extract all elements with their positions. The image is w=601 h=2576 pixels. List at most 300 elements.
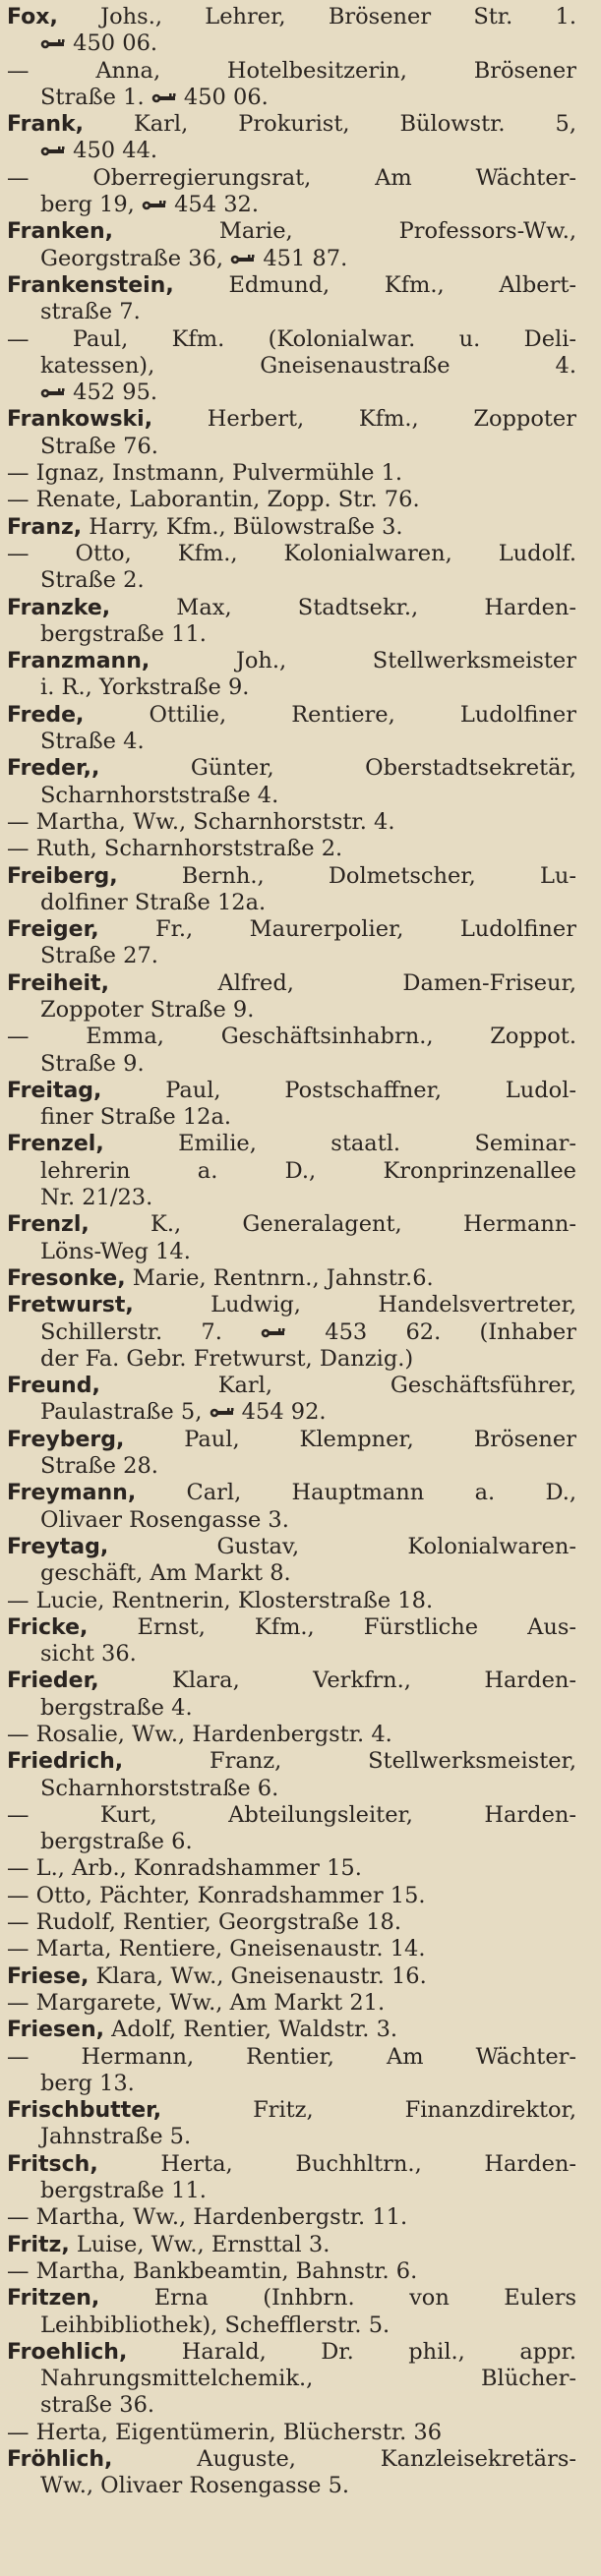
entry-line [7, 702, 576, 729]
directory-entry [7, 1427, 576, 1481]
entry-text-prefix: Schillerstr. 7. [40, 1318, 262, 1345]
entry-text: Straße 28. [40, 1453, 158, 1480]
entry-line [7, 1078, 576, 1104]
entry-line [7, 2017, 576, 2043]
directory-entry [7, 165, 576, 219]
entry-surname: Frenzl, [7, 1212, 90, 1238]
repeat-dash: — [7, 1801, 30, 1828]
directory-entry [7, 1963, 576, 1990]
directory-entry [7, 1936, 576, 1962]
entry-surname: Freund, [7, 1374, 100, 1399]
entry-line [7, 997, 576, 1024]
entry-line [7, 1829, 576, 1855]
entry-line [7, 1427, 576, 1453]
directory-entry [7, 836, 576, 862]
entry-line [7, 1748, 576, 1775]
entry-line [7, 1588, 576, 1614]
entry-text: Scharnhorststraße 6. [40, 1775, 279, 1801]
entry-text: Scharnhorststraße 4. [40, 782, 279, 808]
entry-text: Renate, Laborantin, Zopp. Str. 76. [29, 487, 420, 513]
directory-entry [7, 1883, 576, 1909]
entry-text: 451 87. [256, 245, 348, 271]
entry-line [7, 2285, 576, 2312]
entry-line [7, 648, 576, 674]
entry-text: Alfred, Damen-Friseur, [108, 969, 576, 996]
entry-text: 450 44. [66, 138, 158, 164]
repeat-dash: — [7, 1909, 30, 1936]
entry-text: Martha, Ww., Scharnhorststr. 4. [29, 808, 395, 835]
entry-surname: Fretwurst, [7, 1293, 134, 1318]
entry-text-prefix: Straße 1. [40, 84, 151, 110]
directory-entry [7, 1211, 576, 1265]
entry-surname: Frischbutter, [7, 2098, 162, 2124]
entry-surname: Franzke, [7, 595, 111, 620]
directory-entry [7, 2285, 576, 2339]
telephone-icon [261, 1327, 286, 1339]
repeat-dash: — [7, 2204, 30, 2231]
entry-text: Otto, Kfm., Kolonialwaren, Ludolf. [29, 540, 576, 566]
entry-line [7, 809, 576, 836]
entry-line [7, 1185, 576, 1211]
entry-line [7, 916, 576, 943]
entry-line [7, 2124, 576, 2150]
entry-line [7, 1319, 576, 1346]
directory-entry [7, 1748, 576, 1802]
entry-surname: Fox, [7, 5, 58, 29]
repeat-dash: — [7, 836, 30, 862]
entry-line [7, 406, 576, 433]
entry-text: 454 92. [234, 1399, 327, 1426]
entry-text: Herta, Buchhltrn., Harden- [97, 2150, 576, 2177]
repeat-dash: — [7, 325, 30, 352]
directory-entry [7, 1855, 576, 1882]
directory-entry [7, 2044, 576, 2098]
entry-line [7, 2151, 576, 2178]
directory-entry [7, 1990, 576, 2017]
entry-text: Ww., Olivaer Rosengasse 5. [40, 2473, 350, 2499]
directory-entry [7, 2339, 576, 2420]
entry-line [7, 1802, 576, 1829]
entry-line [7, 567, 576, 594]
entry-line [7, 621, 576, 648]
directory-entry [7, 218, 576, 272]
directory-entry [7, 1909, 576, 1936]
entry-line [7, 111, 576, 138]
directory-entry [7, 1265, 576, 1292]
entry-surname: Frankowski, [7, 407, 153, 433]
entry-line [7, 674, 576, 701]
repeat-dash: — [7, 2043, 30, 2070]
entry-surname: Freymann, [7, 1481, 137, 1506]
repeat-dash: — [7, 1882, 30, 1908]
entry-line [7, 836, 576, 862]
repeat-dash: — [7, 1024, 30, 1050]
entry-text: Harald, Dr. phil., appr. [127, 2338, 576, 2365]
entry-line [7, 460, 576, 487]
entry-line [7, 1668, 576, 1694]
directory-entry [7, 1131, 576, 1211]
entry-text: Marie, Professors-Ww., [112, 218, 576, 245]
directory-entry [7, 863, 576, 917]
entry-surname: Fritz, [7, 2232, 70, 2257]
entry-line [7, 595, 576, 621]
entry-text: straße 36. [40, 2392, 155, 2419]
entry-text: Marie, Rentnrn., Jahnstr.6. [125, 1264, 434, 1291]
directory-entry [7, 916, 576, 970]
entry-line [7, 890, 576, 916]
entry-line [7, 755, 576, 782]
entry-surname: Froehlich, [7, 2339, 128, 2365]
directory-entry [7, 648, 576, 702]
entry-line [7, 434, 576, 460]
entry-text: Straße 9. [40, 1050, 145, 1077]
entry-text: Emma, Geschäftsinhabrn., Zoppot. [29, 1024, 576, 1050]
directory-entry [7, 1292, 576, 1373]
entry-text: Ignaz, Instmann, Pulvermühle 1. [29, 460, 403, 487]
entry-text: Fritz, Finanzdirektor, [161, 2097, 576, 2124]
entry-text: Erna (Inhbrn. von Eulers [99, 2285, 576, 2312]
entry-line [7, 138, 576, 164]
entry-surname: Frankenstein, [7, 272, 174, 298]
entry-text: Kurt, Abteilungsleiter, Harden- [29, 1801, 576, 1828]
entry-text: Klara, Ww., Gneisenaustr. 16. [89, 1962, 427, 1989]
entry-text-prefix: Georgstraße 36, [40, 245, 231, 271]
repeat-dash: — [7, 540, 30, 566]
entry-text: bergstraße 11. [40, 2178, 207, 2204]
entry-surname: Freitag, [7, 1078, 102, 1103]
entry-text: Joh., Stellwerksmeister [150, 648, 576, 674]
entry-text: 453 62. (Inhaber [286, 1318, 576, 1345]
entry-text: bergstraße 6. [40, 1829, 193, 1855]
entry-text: dolfiner Straße 12a. [40, 889, 267, 915]
entry-line [7, 246, 576, 272]
directory-entry [7, 2258, 576, 2285]
directory-entry [7, 111, 576, 165]
entry-text: straße 7. [40, 299, 141, 325]
entry-text: geschäft, Am Markt 8. [40, 1560, 291, 1587]
entry-text: L., Arb., Konradshammer 15. [29, 1855, 362, 1882]
entry-line [7, 1265, 576, 1292]
entry-text: Emilie, staatl. Seminar- [103, 1131, 576, 1157]
entry-line [7, 326, 576, 353]
entry-text: 452 95. [66, 380, 158, 406]
entry-text: berg 13. [40, 2070, 135, 2096]
entry-text: Anna, Hotelbesitzerin, Brösener [29, 57, 576, 84]
entry-surname: Fritzen, [7, 2286, 100, 2312]
entry-surname: Frenzel, [7, 1132, 104, 1157]
entry-text: Auguste, Kanzleisekretärs- [112, 2446, 576, 2473]
entry-text: Fr., Maurerpolier, Ludolfiner [98, 916, 576, 943]
directory-entry [7, 809, 576, 836]
repeat-dash: — [7, 2257, 30, 2284]
entry-text: Otto, Pächter, Konradshammer 15. [29, 1882, 426, 1908]
entry-line [7, 2473, 576, 2499]
entry-surname: Friedrich, [7, 1749, 124, 1775]
telephone-icon [230, 254, 256, 265]
entry-line [7, 2232, 576, 2258]
entry-line [7, 1211, 576, 1238]
entry-text: 454 32. [166, 192, 260, 218]
directory-entry [7, 755, 576, 809]
telephone-icon [40, 387, 66, 399]
repeat-dash: — [7, 460, 30, 487]
directory-entry [7, 1588, 576, 1614]
entry-line [7, 1239, 576, 1265]
directory-entry [7, 1534, 576, 1588]
entry-text: Leihbibliothek), Schefflerstr. 5. [40, 2312, 391, 2338]
entry-line [7, 58, 576, 85]
entry-text: Marta, Rentiere, Gneisenaustr. 14. [29, 1936, 426, 1962]
directory-entry [7, 702, 576, 756]
entry-surname: Freiberg, [7, 863, 118, 889]
directory-entry [7, 2097, 576, 2151]
entry-text: Nahrungsmittelchemik., Blücher- [40, 2366, 576, 2392]
entry-line [7, 165, 576, 192]
repeat-dash: — [7, 1855, 30, 1882]
entry-text: Straße 27. [40, 943, 158, 969]
directory-entry [7, 1722, 576, 1748]
entry-surname: Frede, [7, 702, 85, 728]
entry-line [7, 2204, 576, 2231]
entry-surname: Frieder, [7, 1669, 99, 1694]
entry-text: Gustav, Kolonialwaren- [108, 1533, 576, 1559]
entry-line [7, 1990, 576, 2017]
entry-line [7, 2339, 576, 2366]
entry-line [7, 85, 576, 111]
entry-surname: Freder,, [7, 756, 100, 782]
entry-line [7, 729, 576, 755]
entry-line [7, 783, 576, 809]
repeat-dash: — [7, 487, 30, 513]
entry-line [7, 1936, 576, 1962]
entry-text-prefix: Paulastraße 5, [40, 1399, 210, 1426]
entry-line [7, 2178, 576, 2204]
entry-line [7, 1104, 576, 1131]
entry-line [7, 1776, 576, 1802]
entry-text: katessen), Gneisenaustraße 4. [40, 352, 576, 379]
directory-entry [7, 2420, 576, 2446]
entry-text: Lucie, Rentnerin, Klosterstraße 18. [29, 1587, 434, 1613]
telephone-icon [151, 92, 177, 104]
entry-line [7, 2420, 576, 2446]
entry-text: Max, Stadtsekr., Harden- [110, 594, 576, 620]
entry-line [7, 514, 576, 541]
entry-text: Klara, Verkfrn., Harden- [98, 1668, 576, 1694]
telephone-icon [40, 146, 66, 157]
entry-text: Rudolf, Rentier, Georgstraße 18. [29, 1909, 401, 1936]
entry-line [7, 487, 576, 513]
directory-entry [7, 514, 576, 541]
entry-text: Ernst, Kfm., Fürstliche Aus- [88, 1613, 576, 1640]
directory-entry [7, 970, 576, 1025]
entry-text: Bernh., Dolmetscher, Lu- [117, 862, 576, 889]
entry-line [7, 1855, 576, 1882]
entry-line [7, 1963, 576, 1990]
entry-line [7, 218, 576, 245]
entry-line [7, 272, 576, 299]
entry-line [7, 1722, 576, 1748]
directory-entry [7, 2204, 576, 2231]
entry-line [7, 1346, 576, 1373]
entry-text: bergstraße 4. [40, 1694, 193, 1721]
entry-text: Harry, Kfm., Bülowstraße 3. [82, 513, 403, 540]
entry-line [7, 2044, 576, 2071]
entry-surname: Freytag, [7, 1534, 109, 1559]
entry-line [7, 863, 576, 890]
entry-surname: Franzmann, [7, 649, 150, 674]
entry-text: 450 06. [176, 84, 269, 110]
repeat-dash: — [7, 1722, 30, 1747]
directory-entry [7, 58, 576, 112]
entry-text: Herta, Eigentümerin, Blücherstr. 36 [29, 2419, 443, 2445]
directory-entry [7, 1078, 576, 1132]
entry-line [7, 541, 576, 567]
entry-line [7, 1051, 576, 1078]
entry-line [7, 1614, 576, 1641]
entry-text: Franz, Stellwerksmeister, [123, 1748, 576, 1775]
entry-text: lehrerin a. D., Kronprinzenallee [40, 1157, 576, 1184]
entry-text: Martha, Bankbeamtin, Bahnstr. 6. [29, 2257, 418, 2284]
directory-entry [7, 595, 576, 649]
entry-text: Karl, Geschäftsführer, [99, 1373, 576, 1399]
entry-surname: Fricke, [7, 1614, 89, 1640]
entry-line [7, 2071, 576, 2097]
entry-surname: Fröhlich, [7, 2447, 113, 2473]
entry-line [7, 2366, 576, 2392]
telephone-icon [142, 200, 167, 211]
entry-text: K., Generalagent, Hermann- [89, 1211, 576, 1238]
directory-entry [7, 2151, 576, 2205]
entry-line [7, 1480, 576, 1506]
entry-text: Paul, Kfm. (Kolonialwar. u. Deli- [29, 325, 576, 352]
entry-line [7, 2446, 576, 2473]
directory-entry [7, 326, 576, 407]
entry-line [7, 4, 576, 30]
entry-text: Zoppoter Straße 9. [40, 996, 255, 1023]
entry-text: Karl, Prokurist, Bülowstr. 5, [83, 111, 576, 138]
entry-text: Hermann, Rentier, Am Wächter- [29, 2043, 576, 2070]
entry-text: i. R., Yorkstraße 9. [40, 674, 250, 701]
entry-text: Paul, Postschaffner, Ludol- [101, 1077, 576, 1103]
entry-line [7, 943, 576, 969]
directory-entry [7, 487, 576, 513]
entry-text: Straße 2. [40, 567, 145, 594]
repeat-dash: — [7, 1989, 30, 2016]
entry-line [7, 299, 576, 325]
entry-line [7, 2258, 576, 2285]
entry-line [7, 2313, 576, 2339]
repeat-dash: — [7, 1587, 30, 1613]
directory-entry [7, 4, 576, 58]
entry-line [7, 1883, 576, 1909]
directory-entry [7, 1480, 576, 1534]
entry-line [7, 192, 576, 218]
entry-line [7, 1560, 576, 1587]
entry-text: Nr. 21/23. [40, 1185, 153, 1211]
entry-text: Herbert, Kfm., Zoppoter [152, 406, 576, 433]
telephone-icon [40, 38, 66, 50]
entry-surname: Fresonke, [7, 1265, 126, 1291]
directory-entry [7, 2446, 576, 2500]
entry-line [7, 1507, 576, 1534]
repeat-dash: — [7, 808, 30, 835]
entry-text: Carl, Hauptmann a. D., [136, 1480, 576, 1506]
entry-line [7, 2392, 576, 2419]
entry-surname: Friesen, [7, 2018, 104, 2043]
entry-text: Edmund, Kfm., Albert- [173, 271, 576, 298]
entry-text: Paul, Klempner, Brösener [124, 1426, 576, 1452]
directory-entry [7, 2017, 576, 2043]
entry-line [7, 2097, 576, 2124]
repeat-dash: — [7, 2419, 30, 2445]
entry-surname: Franken, [7, 219, 113, 245]
directory-entry [7, 1373, 576, 1427]
entry-line [7, 1534, 576, 1560]
entry-text: bergstraße 11. [40, 620, 207, 647]
entry-line [7, 1131, 576, 1157]
entry-surname: Freyberg, [7, 1427, 125, 1452]
entry-text: Straße 76. [40, 433, 158, 459]
entry-text: Ludwig, Handelsvertreter, [133, 1292, 576, 1318]
directory-entry [7, 1024, 576, 1078]
entry-text: 450 06. [66, 30, 158, 57]
repeat-dash: — [7, 57, 30, 84]
entry-text: Adolf, Rentier, Waldstr. 3. [103, 2017, 398, 2043]
entry-surname: Freiger, [7, 917, 99, 943]
entry-text: finer Straße 12a. [40, 1104, 232, 1131]
directory-entry [7, 2232, 576, 2258]
entry-text: Luise, Ww., Ernsttal 3. [69, 2231, 331, 2257]
entry-surname: Franz, [7, 514, 83, 540]
directory-entry [7, 1668, 576, 1722]
entry-surname: Frank, [7, 112, 84, 138]
entry-text: Rosalie, Ww., Hardenbergstr. 4. [29, 1722, 392, 1747]
entry-line [7, 380, 576, 406]
entry-text: Straße 4. [40, 729, 145, 755]
entry-text: Günter, Oberstadtsekretär, [99, 755, 576, 782]
entry-text: Ruth, Scharnhorststraße 2. [29, 836, 343, 862]
entry-line [7, 353, 576, 380]
directory-entry [7, 406, 576, 460]
directory-entry [7, 460, 576, 487]
entry-text: der Fa. Gebr. Fretwurst, Danzig.) [40, 1345, 414, 1372]
entry-text: Johs., Lehrer, Brösener Str. 1. [57, 4, 576, 29]
entry-text: Jahnstraße 5. [40, 2124, 192, 2150]
entry-text: Ottilie, Rentiere, Ludolfiner [84, 701, 576, 728]
entry-line [7, 1641, 576, 1668]
entry-line [7, 1399, 576, 1426]
entry-line [7, 1909, 576, 1936]
telephone-icon [210, 1407, 235, 1419]
repeat-dash: — [7, 164, 30, 191]
entry-surname: Friese, [7, 1963, 90, 1989]
entry-line [7, 1292, 576, 1318]
entry-text: Löns-Weg 14. [40, 1238, 191, 1264]
entry-surname: Fritsch, [7, 2151, 98, 2177]
entry-line [7, 1373, 576, 1399]
entry-line [7, 1024, 576, 1050]
entry-text: Margarete, Ww., Am Markt 21. [29, 1989, 386, 2016]
entry-text: Martha, Ww., Hardenbergstr. 11. [29, 2204, 408, 2231]
entry-line [7, 970, 576, 997]
entry-text: sicht 36. [40, 1641, 137, 1668]
entry-line [7, 30, 576, 57]
entry-text-prefix: berg 19, [40, 192, 142, 218]
directory-entry [7, 1802, 576, 1856]
repeat-dash: — [7, 1936, 30, 1962]
directory-entry [7, 1614, 576, 1669]
entry-line [7, 1158, 576, 1185]
